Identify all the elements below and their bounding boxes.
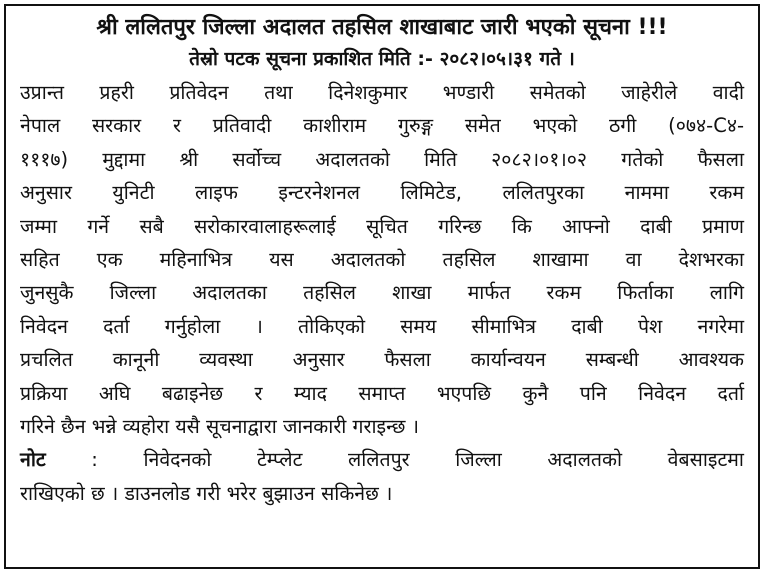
body-line: प्रचलित कानूनी व्यवस्था अनुसार फैसला कार्यान्वयन सम्बन्धी आवश्यक <box>20 348 744 372</box>
body-line: गरिने छैन भन्ने व्यहोरा यसै सूचनाद्वारा जानकारी गराइन्छ । <box>20 415 419 439</box>
body-line: जम्मा गर्ने सबै सरोकारवालाहरूलाई सूचित गरिन्छ कि आफ्नो दाबी प्रमाण <box>20 214 744 238</box>
body-line: सहित एक महिनाभित्र यस अदालतको तहसिल शाखामा वा देशभरका <box>20 248 744 272</box>
body-line: उप्रान्त प्रहरी प्रतिवेदन तथा दिनेशकुमार भण्डारी समेतको जाहेरीले वादी <box>20 81 744 104</box>
note-line <box>20 443 744 476</box>
notice-frame <box>4 4 760 569</box>
note-line: राखिएको छ । डाउनलोड गरी भरेर बुझाउन सकिनेछ । <box>20 481 393 505</box>
body-line: नेपाल सरकार र प्रतिवादी काशीराम गुरुङ्ग समेत भएको ठगी (०७४-C४- <box>20 114 744 138</box>
body-line: प्रक्रिया अघि बढाइनेछ र म्याद समाप्त भएपछि कुनै पनि निवेदन दर्ता <box>20 381 744 405</box>
body-line: अनुसार युनिटी लाइफ इन्टरनेशनल लिमिटेड, ललितपुरका नाममा रकम <box>20 181 744 205</box>
note-label: नोट <box>20 448 46 472</box>
body-line: जुनसुकै जिल्ला अदालतका तहसिल शाखा मार्फत रकम फिर्ताका लागि <box>20 281 744 305</box>
body-line: १११७) मुद्दामा श्री सर्वोच्च अदालतको मिति २०८२।०१।०२ गतेको फैसला <box>20 147 744 171</box>
body-line: निवेदन दर्ता गर्नुहोला । तोकिएको समय सीमाभित्र दाबी पेश नगरेमा <box>20 314 744 338</box>
notice-body <box>20 76 744 510</box>
notice-title: श्री ललितपुर जिल्ला अदालत तहसिल शाखाबाट जारी भएको सूचना !!! <box>96 15 668 40</box>
publication-date-line: तेस्रो पटक सूचना प्रकाशित मिति :- २०८२।०५।३१ गते । <box>189 48 575 70</box>
note-text: : निवेदनको टेम्प्लेट ललितपुर जिल्ला अदालतको वेबसाइटमा <box>45 448 744 472</box>
